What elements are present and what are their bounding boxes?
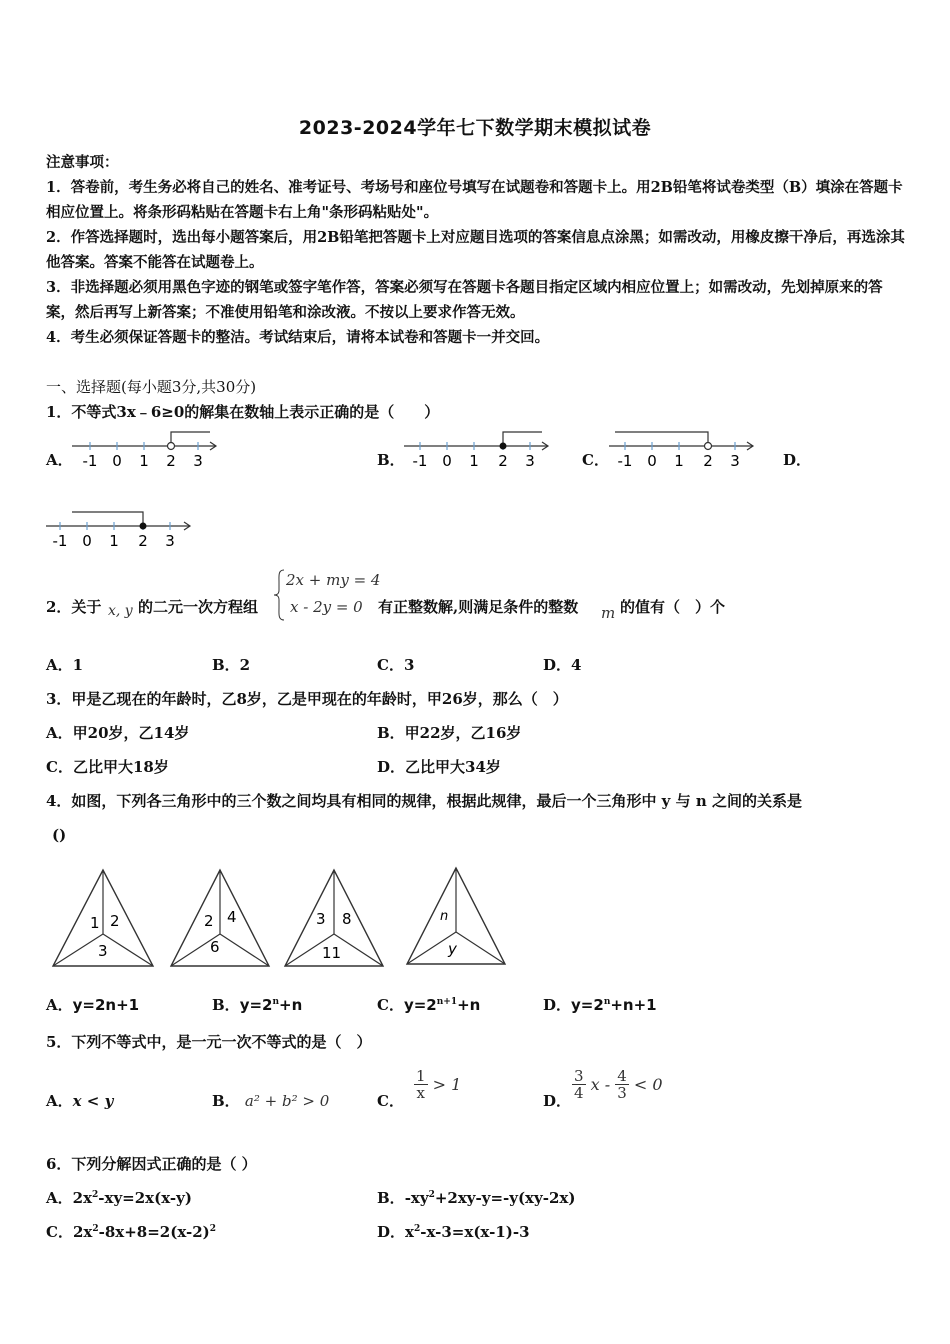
triangle-2-left: 2 xyxy=(204,912,214,930)
q5-option-d-label: D． xyxy=(543,1092,572,1110)
triangle-1-bottom: 3 xyxy=(98,942,108,960)
notice-item-1: 1．答卷前，考生务必将自己的姓名、准考证号、考场号和座位号填写在试题卷和答题卡上。用2B铅笔将试卷类型（B）填涂在答题卡相应位置上。将条形码粘贴在答题卡右上角"条形码粘贴处"。 xyxy=(46,179,903,221)
q2-option-b: B．2 xyxy=(212,656,251,674)
q2-option-a: A．1 xyxy=(46,656,84,674)
q5-stem: 5．下列不等式中，是一元一次不等式的是（ ） xyxy=(46,1033,372,1051)
q4-option-a: A．y=2n+1 xyxy=(46,996,140,1014)
q6-option-c: C．$2x^2-8x+8=2(x-2)^2$ xyxy=(46,1223,217,1241)
system-brace xyxy=(272,568,286,622)
q2-m: m xyxy=(601,604,616,622)
tick-label: -1 xyxy=(52,532,68,550)
q3-stem: 3．甲是乙现在的年龄时，乙8岁，乙是甲现在的年龄时，甲26岁，那么（ ） xyxy=(46,690,568,708)
tick-label: -1 xyxy=(412,452,428,470)
triangle-3-bottom: 11 xyxy=(322,944,342,962)
q5-option-b: B． a² + b² > 0 xyxy=(212,1092,330,1110)
tick-label: 2 xyxy=(703,452,713,470)
q2-option-c: C．3 xyxy=(377,656,415,674)
triangle-2-right: 4 xyxy=(227,908,237,926)
tick-label: 1 xyxy=(469,452,479,470)
tick-label: 0 xyxy=(112,452,122,470)
q4-stem: 4．如图，下列各三角形中的三个数之间均具有相同的规律，根据此规律，最后一个三角形中 y 与 n 之间的关系是 xyxy=(46,792,802,810)
tick-label: -1 xyxy=(82,452,98,470)
q3-option-c: C．乙比甲大18岁 xyxy=(46,758,169,776)
q4-option-c: C．$y=2^{n+1}+n$ xyxy=(377,996,481,1014)
q2-equation-2: x - 2y = 0 xyxy=(290,598,363,616)
q1-option-a-label: A． xyxy=(46,451,73,469)
notice-item-4: 4．考生必须保证答题卡的整洁。考试结束后，请将本试卷和答题卡一并交回。 xyxy=(46,329,550,346)
tick-label: 3 xyxy=(525,452,535,470)
tick-label: 1 xyxy=(109,532,119,550)
q1-option-c-label: C． xyxy=(582,451,609,469)
q2-option-d: D．4 xyxy=(543,656,582,674)
tick-label: 1 xyxy=(139,452,149,470)
q3-option-a: A．甲20岁，乙14岁 xyxy=(46,724,190,742)
triangle-1 xyxy=(50,866,156,970)
q6-stem: 6．下列分解因式正确的是（ ） xyxy=(46,1155,257,1173)
tick-label: 0 xyxy=(82,532,92,550)
triangle-4-left: n xyxy=(440,909,449,924)
q3-option-b: B．甲22岁，乙16岁 xyxy=(377,724,522,742)
tick-label: 2 xyxy=(138,532,148,550)
notice-item-2: 2．作答选择题时，选出每小题答案后，用2B铅笔把答题卡上对应题目选项的答案信息点涂黑；如需改动，用橡皮擦干净后，再选涂其他答案。答案不能答在试题卷上。 xyxy=(46,229,905,271)
notice-heading: 注意事项： xyxy=(46,154,119,171)
tick-label: 0 xyxy=(442,452,452,470)
q5-option-d: $\frac{3}{4}$ x - $\frac{4}{3}$ < 0 xyxy=(574,1067,663,1102)
q4-option-d: D．$y=2^n+n+1$ xyxy=(543,996,657,1014)
q4-option-b: B．$y=2^n+n$ xyxy=(212,996,303,1014)
q4-paren: () xyxy=(52,826,67,844)
tick-label: 2 xyxy=(498,452,508,470)
triangle-1-right: 2 xyxy=(110,912,120,930)
q5-option-c: $\frac{1}{x}$ > 1 xyxy=(416,1067,462,1102)
q2-end: 的值有（ ）个 xyxy=(620,598,726,616)
q2-variables: x, y xyxy=(108,603,133,619)
q6-option-b: B．$-xy^2+2xy-y=-y(xy-2x)$ xyxy=(377,1189,576,1207)
notice-item-3: 3．非选择题必须用黑色字迹的钢笔或签字笔作答，答案必须写在答题卡各题目指定区域内相应位置上；如需改动，先划掉原来的答案，然后再写上新答案；不准使用铅笔和涂改液。不按以上要求作答无效。 xyxy=(46,279,883,321)
triangle-2 xyxy=(168,866,274,970)
q5-option-c-label: C． xyxy=(377,1092,404,1110)
q1-option-b-label: B． xyxy=(377,451,405,469)
q1-number-line-a xyxy=(70,430,220,472)
triangle-2-bottom: 6 xyxy=(210,938,220,956)
q1-number-line-c xyxy=(607,430,757,472)
triangle-4 xyxy=(404,864,510,968)
triangle-3-left: 3 xyxy=(316,910,326,928)
tick-label: 2 xyxy=(166,452,176,470)
q1-number-line-d xyxy=(44,508,194,550)
tick-label: 3 xyxy=(730,452,740,470)
section-heading: 一、选择题(每小题3分,共30分) xyxy=(46,378,257,396)
q2-prefix: 2．关于 xyxy=(46,598,102,616)
q6-option-d: D．$x^2-x-3=x(x-1)-3$ xyxy=(377,1223,530,1241)
q1-option-d-label: D． xyxy=(783,451,812,469)
triangle-4-bottom: y xyxy=(448,940,457,958)
q2-middle: 的二元一次方程组 xyxy=(138,598,259,616)
q1-number-line-b xyxy=(402,430,552,472)
tick-label: 3 xyxy=(193,452,203,470)
tick-label: -1 xyxy=(617,452,633,470)
triangle-3 xyxy=(282,866,388,970)
q6-option-a: A．$2x^2-xy=2x(x-y)$ xyxy=(46,1189,192,1207)
triangle-1-left: 1 xyxy=(90,914,100,932)
triangle-3-right: 8 xyxy=(342,910,352,928)
q3-option-d: D．乙比甲大34岁 xyxy=(377,758,501,776)
tick-label: 0 xyxy=(647,452,657,470)
tick-label: 3 xyxy=(165,532,175,550)
page-title: 2023-2024学年七下数学期末模拟试卷 xyxy=(298,117,652,139)
q1-stem: 1．不等式3x﹣6≥0的解集在数轴上表示正确的是（ ） xyxy=(46,403,440,421)
tick-label: 1 xyxy=(674,452,684,470)
q2-equation-1: 2x + my = 4 xyxy=(286,571,381,589)
q5-option-a: A．x < y xyxy=(46,1092,114,1110)
q2-suffix: 有正整数解,则满足条件的整数 xyxy=(378,598,579,616)
